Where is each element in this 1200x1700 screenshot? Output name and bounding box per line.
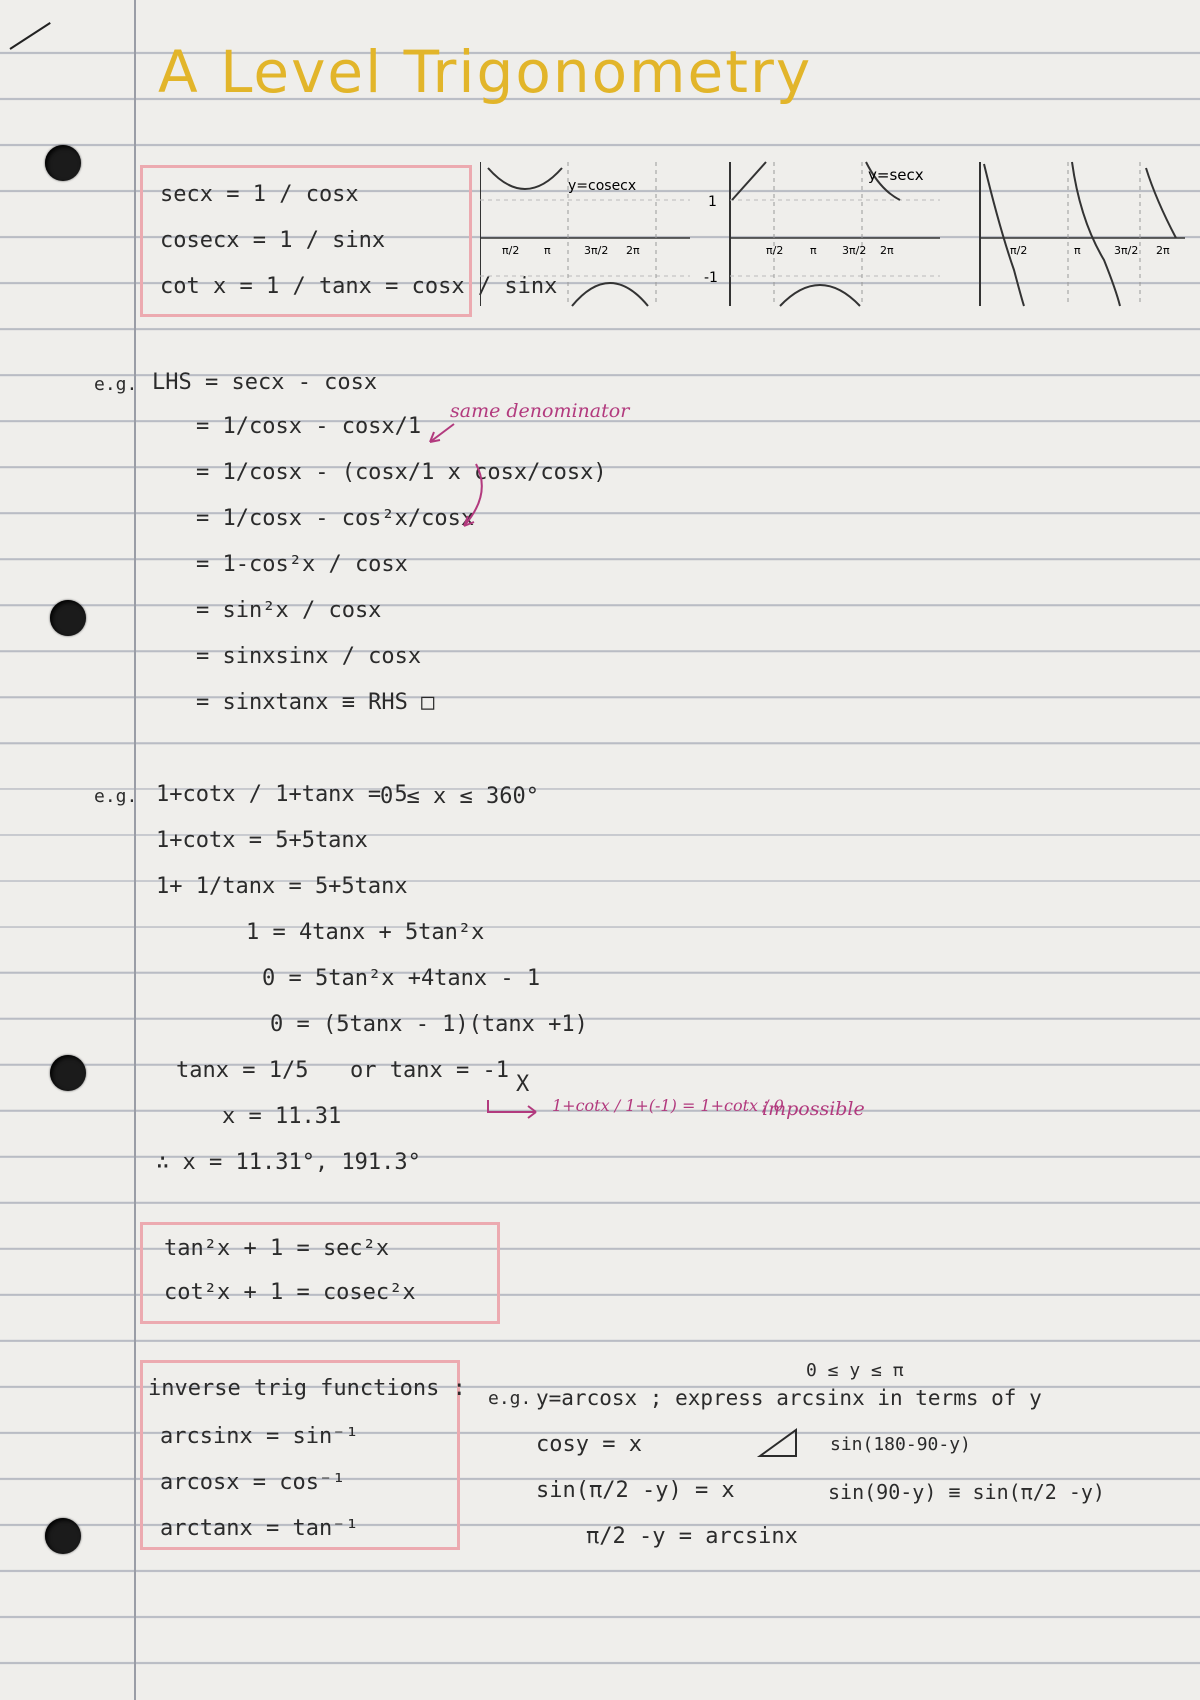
example3-statement: y=arcosx ; express arcsinx in terms of y (536, 1386, 1042, 1410)
example1-label: e.g. (94, 374, 138, 395)
def-cosec: cosecx = 1 / sinx (160, 228, 386, 253)
example3-range: 0 ≤ y ≤ π (806, 1360, 904, 1381)
cot-tick-4: 2π (1156, 244, 1170, 257)
example2-equation: 1+cotx / 1+tanx = 5 (156, 782, 408, 807)
example1-line-8: = sinxtanx ≡ RHS □ (196, 690, 435, 715)
reject-arrow (484, 1096, 544, 1120)
example2-line-9: ∴ x = 11.31°, 191.3° (156, 1150, 421, 1175)
margin-line (134, 0, 136, 1700)
sec-y-bottom: -1 (704, 270, 718, 286)
identity-2: cot²x + 1 = cosec²x (164, 1280, 416, 1305)
def-cot: cot x = 1 / tanx = cosx / sinx (160, 274, 558, 299)
trig-graphs (480, 160, 1190, 308)
cosec-tick-1: π/2 (502, 244, 520, 257)
identity-1: tan²x + 1 = sec²x (164, 1236, 390, 1261)
example1-line-5: = 1-cos²x / cosx (196, 552, 408, 577)
example1-line-6: = sin²x / cosx (196, 598, 382, 623)
punch-hole (45, 145, 81, 181)
example1-line-4: = 1/cosx - cos²x/cosx (196, 506, 475, 531)
impossible-step: 1+cotx / 1+(-1) = 1+cotx / 0 (552, 1096, 784, 1115)
example1-line-7: = sinxsinx / cosx (196, 644, 422, 669)
cot-tick-1: π/2 (1010, 244, 1028, 257)
punch-hole (50, 1055, 86, 1091)
cot-tick-2: π (1074, 244, 1081, 257)
sec-y-top: 1 (708, 194, 717, 210)
check-mark (9, 22, 50, 50)
example2-range: 0 ≤ x ≤ 360° (380, 784, 539, 809)
cosec-tick-2: π (544, 244, 551, 257)
example2-line-3: 1 = 4tanx + 5tan²x (246, 920, 485, 945)
cosec-tick-3: 3π/2 (584, 244, 609, 257)
page-title: A Level Trigonometry (158, 38, 813, 106)
inverse-row-3: arctanx = tan⁻¹ (160, 1516, 359, 1541)
inverse-heading: inverse trig functions : (148, 1376, 466, 1401)
example3-side-1: sin(180-90-y) (830, 1434, 971, 1455)
cosec-label: y=cosecx (568, 178, 637, 194)
sec-tick-3: 3π/2 (842, 244, 867, 257)
punch-hole (45, 1518, 81, 1554)
example1-line-3: = 1/cosx - (cosx/1 x cosx/cosx) (196, 460, 607, 485)
annotation-arrows (420, 420, 500, 540)
same-denominator-note: same denominator (450, 400, 630, 422)
inverse-row-2: arcosx = cos⁻¹ (160, 1470, 346, 1495)
example3-line-1: cosy = x (536, 1432, 642, 1457)
example3-line-3: π/2 -y = arcsinx (586, 1524, 798, 1549)
reject-mark: X (516, 1072, 530, 1097)
sec-tick-4: 2π (880, 244, 894, 257)
example2-line-7: or tanx = -1 (350, 1058, 509, 1083)
cot-graph (980, 162, 1185, 306)
sec-tick-1: π/2 (766, 244, 784, 257)
example2-line-2: 1+ 1/tanx = 5+5tanx (156, 874, 408, 899)
sec-label: y=secx (868, 166, 924, 184)
inverse-row-1: arcsinx = sin⁻¹ (160, 1424, 359, 1449)
example1-line-2: = 1/cosx - cosx/1 (196, 414, 422, 439)
example2-line-1: 1+cotx = 5+5tanx (156, 828, 368, 853)
def-sec: secx = 1 / cosx (160, 182, 359, 207)
example2-line-6: tanx = 1/5 (176, 1058, 309, 1083)
example3-label: e.g. (488, 1388, 532, 1409)
punch-hole (50, 600, 86, 636)
triangle-icon (756, 1426, 802, 1460)
example3-line-2: sin(π/2 -y) = x (536, 1478, 735, 1503)
example2-line-8: x = 11.31 (222, 1104, 342, 1129)
impossible-note: impossible (762, 1098, 865, 1120)
cot-tick-3: 3π/2 (1114, 244, 1139, 257)
sec-tick-2: π (810, 244, 817, 257)
cosec-tick-4: 2π (626, 244, 640, 257)
cosec-graph (480, 162, 690, 306)
example2-label: e.g. (94, 786, 138, 807)
example2-line-4: 0 = 5tan²x +4tanx - 1 (262, 966, 541, 991)
sec-graph (704, 162, 940, 306)
example1-line-1: LHS = secx - cosx (152, 370, 378, 395)
example2-line-5: 0 = (5tanx - 1)(tanx +1) (270, 1012, 588, 1037)
example3-side-2: sin(90-y) ≡ sin(π/2 -y) (828, 1480, 1105, 1504)
